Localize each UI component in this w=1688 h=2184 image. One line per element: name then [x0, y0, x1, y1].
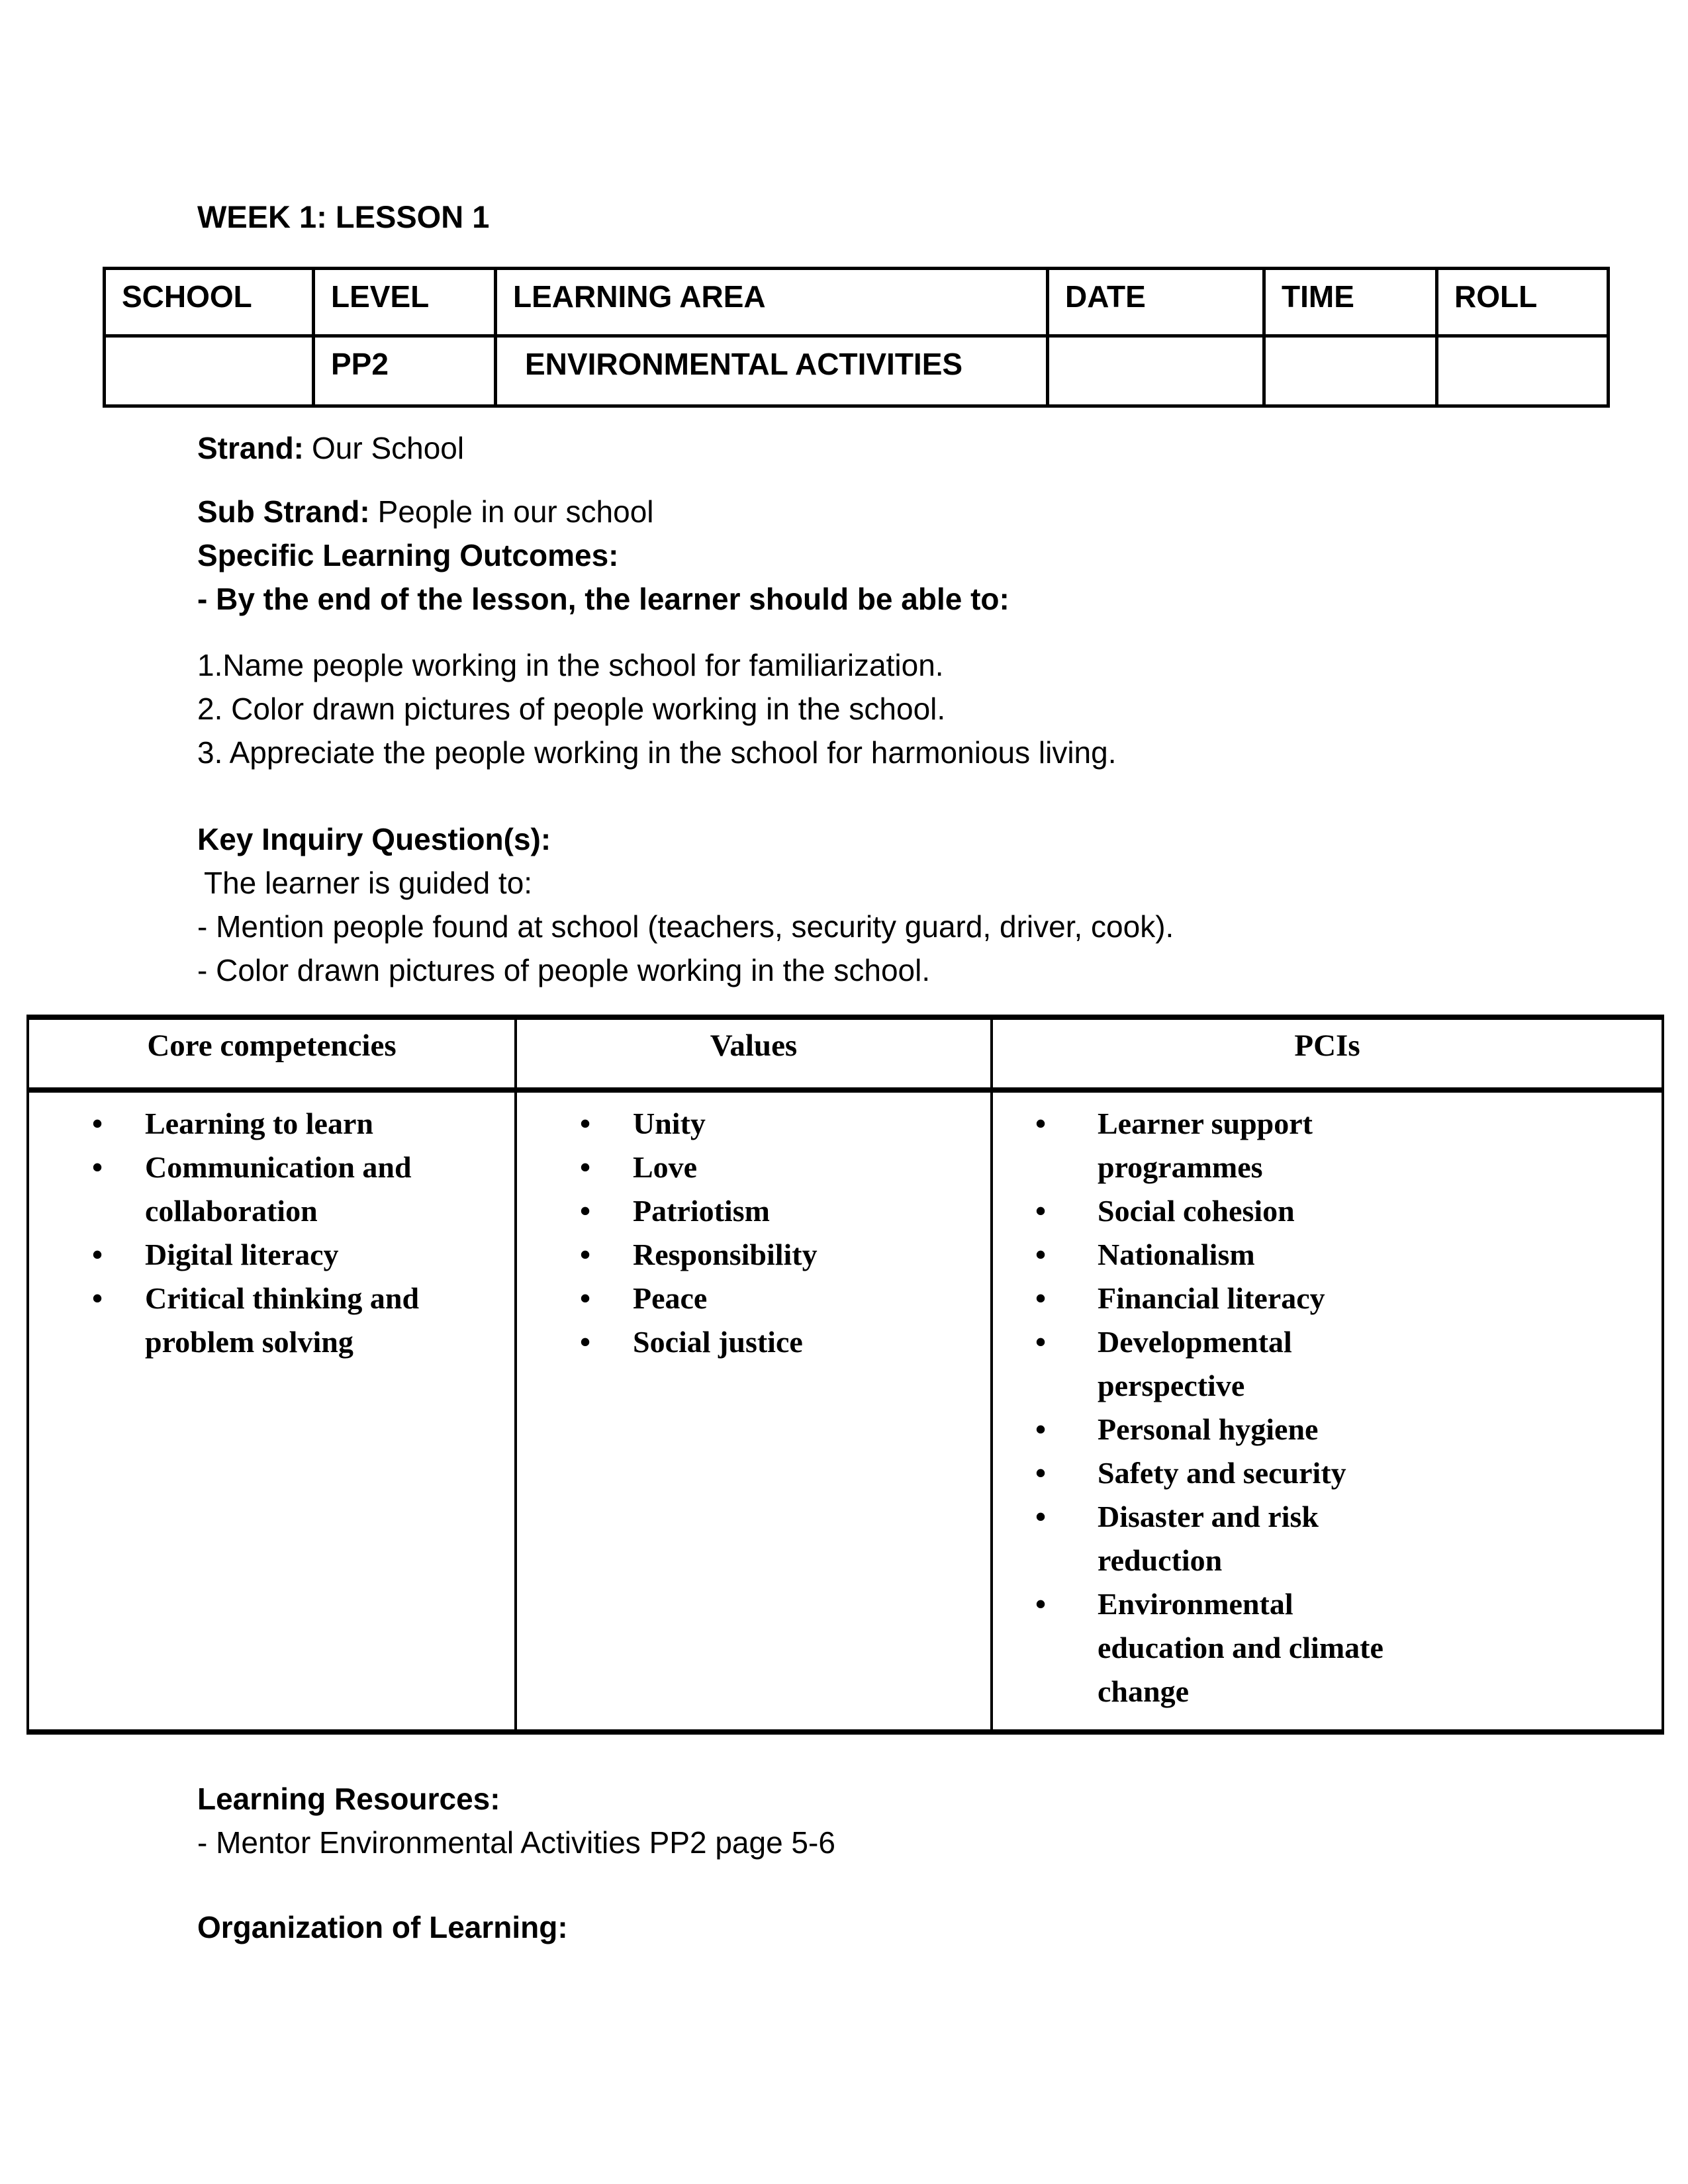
list-item: [993, 1189, 1646, 1233]
bullet-icon: •: [580, 1325, 591, 1359]
info-cell-roll: [1437, 336, 1609, 406]
key-inquiry-block: [197, 817, 1174, 992]
bullet-icon: •: [92, 1238, 103, 1271]
info-cell-level: PP2: [314, 336, 496, 406]
matrix-body-row: [28, 1090, 1663, 1732]
list-item-label: Patriotism: [633, 1194, 770, 1228]
list-item: [993, 1451, 1646, 1495]
bullet-icon: •: [1035, 1194, 1047, 1228]
list-item: [517, 1189, 974, 1233]
list-item-label: Nationalism: [1098, 1238, 1255, 1271]
page-title: WEEK 1: LESSON 1: [197, 199, 490, 234]
kiq-item: - Mention people found at school (teachers, security guard, driver, cook).: [197, 909, 1174, 944]
list-item-label: Love: [633, 1150, 698, 1184]
list-item: [993, 1320, 1646, 1408]
sub-strand-value: People in our school: [377, 494, 654, 529]
bullet-icon: •: [1035, 1281, 1047, 1315]
list-item-label: Social justice: [633, 1325, 803, 1359]
list-item-label: Critical thinking and problem solving: [145, 1281, 420, 1359]
learning-resources-item: - Mentor Environmental Activities PP2 page 5-6: [197, 1825, 835, 1860]
learning-resources-block: [197, 1777, 835, 1864]
list-item-label: Digital literacy: [145, 1238, 339, 1271]
outcome-item: 1.Name people working in the school for familiarization.: [197, 648, 944, 682]
info-cell-date: [1048, 336, 1264, 406]
list-item: [517, 1233, 974, 1277]
values-cell: [516, 1090, 992, 1732]
outcome-item: 3. Appreciate the people working in the school for harmonious living.: [197, 735, 1117, 770]
kiq-item: - Color drawn pictures of people working in the school.: [197, 953, 931, 987]
matrix-header-pcis: PCIs: [992, 1017, 1663, 1090]
bullet-icon: •: [580, 1107, 591, 1140]
list-item-label: Responsibility: [633, 1238, 818, 1271]
slo-heading: Specific Learning Outcomes:: [197, 538, 619, 572]
info-cell-school: [105, 336, 314, 406]
list-item-label: Communication and collaboration: [145, 1150, 412, 1228]
bullet-icon: •: [92, 1107, 103, 1140]
list-item: [29, 1277, 498, 1364]
list-item: [993, 1233, 1646, 1277]
sub-strand-label: Sub Strand:: [197, 494, 370, 529]
outcomes-list: [197, 643, 1117, 774]
list-item: [517, 1320, 974, 1364]
kiq-intro: The learner is guided to:: [204, 866, 533, 900]
bullet-icon: •: [1035, 1412, 1047, 1446]
list-item: [993, 1277, 1646, 1320]
list-item: [29, 1102, 498, 1146]
bullet-icon: •: [92, 1150, 103, 1184]
core-competencies-cell: [28, 1090, 516, 1732]
bullet-icon: •: [92, 1281, 103, 1315]
info-header-row: [105, 269, 1609, 336]
strand-line: [197, 426, 464, 470]
lesson-info-table: [103, 267, 1610, 408]
list-item: [517, 1146, 974, 1189]
matrix-header-core-competencies: Core competencies: [28, 1017, 516, 1090]
bullet-icon: •: [580, 1194, 591, 1228]
matrix-header-row: [28, 1017, 1663, 1090]
bullet-icon: •: [1035, 1456, 1047, 1490]
list-item-label: Social cohesion: [1098, 1194, 1295, 1228]
bullet-icon: •: [580, 1281, 591, 1315]
organization-of-learning-heading-block: [197, 1905, 568, 1949]
bullet-icon: •: [580, 1238, 591, 1271]
sub-strand-line: [197, 490, 1009, 533]
list-item: [29, 1233, 498, 1277]
info-header-roll: ROLL: [1437, 269, 1609, 336]
bullet-icon: •: [1035, 1107, 1047, 1140]
info-header-level: LEVEL: [314, 269, 496, 336]
list-item-label: Learner support programmes: [1098, 1107, 1313, 1184]
bullet-icon: •: [1035, 1500, 1047, 1533]
competencies-values-pcis-table: [26, 1015, 1664, 1735]
learning-resources-heading: Learning Resources:: [197, 1782, 500, 1816]
info-header-school: SCHOOL: [105, 269, 314, 336]
bullet-icon: •: [1035, 1238, 1047, 1271]
info-value-row: [105, 336, 1609, 406]
list-item-label: Unity: [633, 1107, 706, 1140]
slo-intro: - By the end of the lesson, the learner should be able to:: [197, 582, 1009, 616]
list-item-label: Environmental education and climate change: [1098, 1587, 1383, 1708]
list-item: [993, 1495, 1646, 1582]
strand-value: Our School: [312, 431, 465, 465]
sub-strand-block: [197, 490, 1009, 621]
info-cell-time: [1264, 336, 1437, 406]
strand-label: Strand:: [197, 431, 304, 465]
list-item: [517, 1277, 974, 1320]
outcome-item: 2. Color drawn pictures of people working in the school.: [197, 692, 946, 726]
bullet-icon: •: [1035, 1587, 1047, 1621]
bullet-icon: •: [1035, 1325, 1047, 1359]
kiq-heading: Key Inquiry Question(s):: [197, 822, 551, 856]
list-item: [993, 1408, 1646, 1451]
list-item: [993, 1102, 1646, 1189]
list-item: [517, 1102, 974, 1146]
bullet-icon: •: [580, 1150, 591, 1184]
list-item-label: Developmental perspective: [1098, 1325, 1292, 1402]
list-item: [993, 1582, 1646, 1713]
organization-heading: Organization of Learning:: [197, 1910, 568, 1944]
list-item-label: Safety and security: [1098, 1456, 1346, 1490]
info-header-learning-area: LEARNING AREA: [496, 269, 1048, 336]
list-item: [29, 1146, 498, 1233]
info-cell-learning-area: ENVIRONMENTAL ACTIVITIES: [496, 336, 1048, 406]
list-item-label: Disaster and risk reduction: [1098, 1500, 1319, 1577]
list-item-label: Financial literacy: [1098, 1281, 1325, 1315]
list-item-label: Peace: [633, 1281, 708, 1315]
list-item-label: Personal hygiene: [1098, 1412, 1319, 1446]
info-header-date: DATE: [1048, 269, 1264, 336]
list-item-label: Learning to learn: [145, 1107, 373, 1140]
pcis-cell: [992, 1090, 1663, 1732]
matrix-header-values: Values: [516, 1017, 992, 1090]
info-header-time: TIME: [1264, 269, 1437, 336]
